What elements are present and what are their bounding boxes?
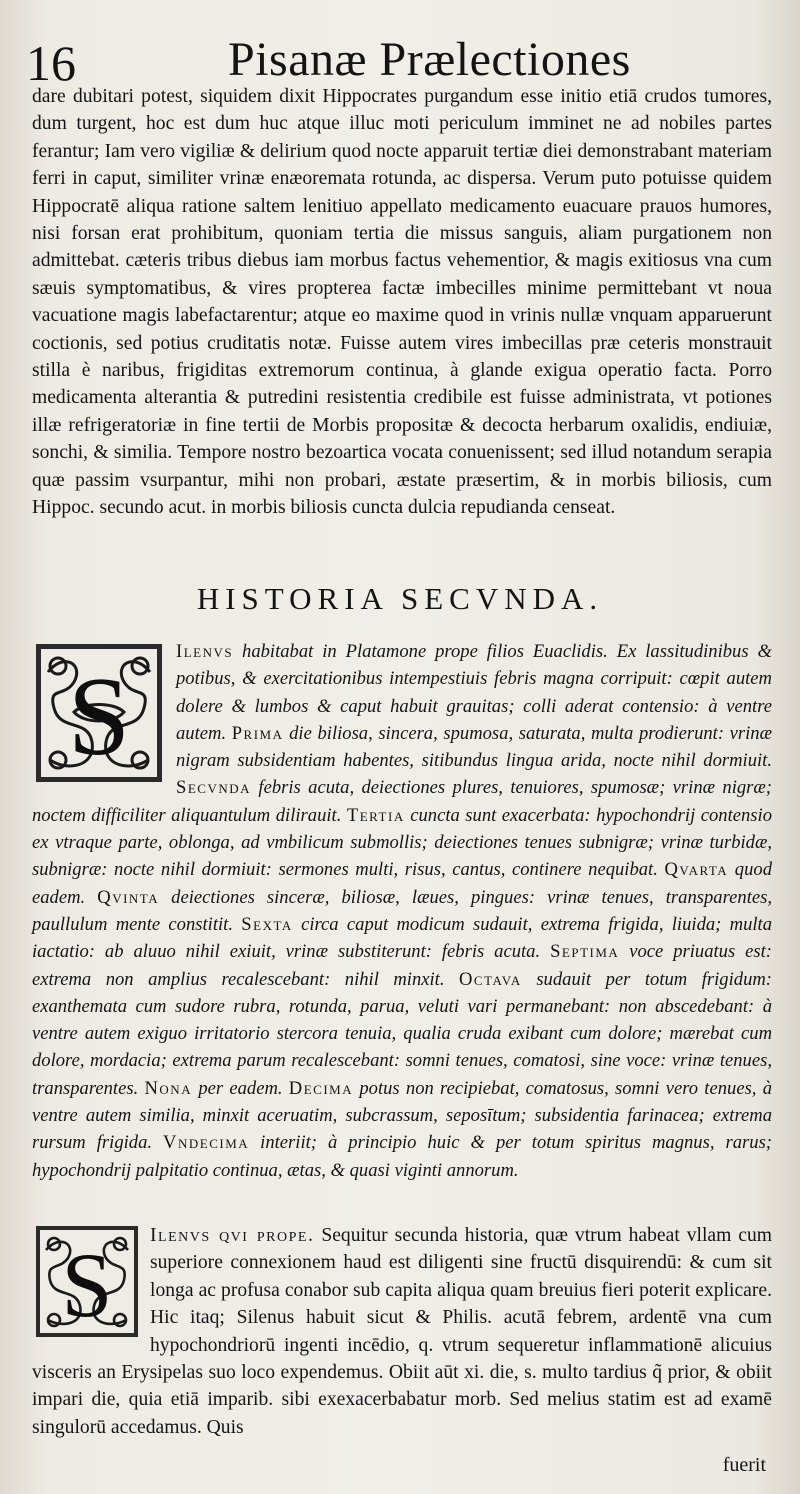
case-history-segment: die biliosa, sincera, spumosa, saturata, multa prodierunt: vrinæ nigram subsidentiam habentes, sitibundus lingua arida, nocte nihil dormiuit. <box>176 722 772 772</box>
commentary-lead: Ilenvs qvi prope. <box>150 1225 315 1246</box>
day-label: Octava <box>459 968 522 990</box>
case-history-segment: potus non recipiebat, comatosus, somni vero tenues, à ventre autem similia, minxit aceruatim, subcrassum, seposītum; subsidentia farinacea; extrema rursum frigida. <box>32 1077 773 1154</box>
day-label: Ilenvs <box>176 641 234 662</box>
section-heading: HISTORIA SECVNDA. <box>196 581 604 616</box>
commentary-paragraph: dare dubitari potest, siquidem dixit Hippocrates purgandum esse initio etiā crudos tumores, dum turgent, hoc est dum huc atque illuc moti periculum imminet ne ad nobiles partes ferantur; Iam vero vigiliæ & delirium quod nocte apparuit tertiæ diei demonstrabant materiam ferri in caput, similiter vrinæ enæoremata rotunda, ac dispersa. Verum puto potuisse quidem Hippocratē aliqua ratione saltem lenitiuo appellato medicamento euacuare prauos humores, nisi forsan erat prohibitum, quoniam tertia die missus sanguis, aliam purgationem non admittebat. cæteris tribus diebus iam morbus factus vehementior, & magis exitiosus vna cum sæuis symptomatibus, & vires propterea factæ imbecilles minime permittebant vt noua vacuatione magis labefactarentur; atque eo maxime quod in vrinis nullæ vnquam apparuerunt coctionis, sed potius cruditatis notæ. Fuisse autem vires imbecillas præ ceteris monstrauit stilla è naribus, frigiditas extremorum continua, à glande exigua operatio facta. Porro medicamenta alterantia & putredini resistentia credibile est fuisse administrata, vt potiones illæ refrigeratoriæ in fine tertii de Morbis propositæ & decocta herbarum oxalidis, endiuiæ, sonchi, & similia. Tempore nostro bezoartica vocata conuenissent; sed illud notandum serapia quæ passim vsurpantur, mihi non probari, æstate præsertim, & in morbis biliosis, cum Hippoc. secundo acut. in morbis biliosis cuncta dulcia repudianda censeat. <box>32 86 772 519</box>
day-label: Secvnda <box>176 777 252 799</box>
catchword: fuerit <box>722 1454 766 1476</box>
case-history-segment: habitabat in Platamone prope filios Euaclidis. Ex lassitudinibus & potibus, & exercitationibus intempestiuis febris magna corripuit: cœpit autem dolere & lumbos & caput habuit grauitas; colli aderat contensio: à ventre autem. <box>176 641 772 744</box>
ornamental-initial-s-icon <box>34 1224 140 1339</box>
case-history-segment: voce priuatus est: extrema non amplius recalescebant: nihil minxit. <box>32 941 772 990</box>
day-label: Qvinta <box>97 886 160 908</box>
ornamental-initial-s-icon <box>34 642 164 784</box>
svg-text:S: S <box>67 655 131 779</box>
case-history <box>32 638 772 1184</box>
commentary-body: Sequitur secunda historia, quæ vtrum habeat vllam cum superiore connexionem haud est diligenti sine fructū disquirendū: & cum sit longa ac profusa conabor sub capita aliqua quam breuius fieri poterit explicare. Hic itaq; Silenus habuit sicut & Philis. acutā febrem, ardentē vna cum hypochondriorū ingenti incēdio, q. vtrum sequeretur inflammationē alicuius visceris an Erysipelas suo loco expendemus. Obiit aūt xi. die, s. multo tardius q̃ prior, & obiit impari die, quia etiā imparib. sibi exexacerbabatur morb. Sed melius statim est ad examē singulorū accedamus. Quis <box>32 1225 772 1438</box>
commentary-text <box>32 1222 772 1441</box>
case-history-segment: sudauit per totum frigidum: exanthemata cum sudore rubra, rotunda, parua, veluti vari permanebant: non abscedebant: à ventre autem exiguo irritatorio stercora tenuia, qualia cruda exibant cum dolore; mærebat cum dolore, mordacia; extrema parum recalescebant: somni tenues, comatosi, sine voce: vrinæ tenues, transparentes. <box>32 968 772 1099</box>
day-label: Vndecima <box>163 1132 250 1154</box>
day-label: Qvarta <box>664 859 729 881</box>
day-label: Nona <box>144 1077 193 1099</box>
running-title: Pisanæ Prælectiones <box>228 33 631 86</box>
commentary-section <box>32 1222 772 1441</box>
case-history-segment: circa caput modicum sudauit, extrema frigida, liuida; multa iactatio: ab aluuo nihil exiuit, vrinæ substiterunt: febris acuta. <box>32 913 773 963</box>
day-label: Decima <box>288 1077 354 1099</box>
case-history-segment: per eadem. <box>192 1077 289 1099</box>
case-history-segment: interiit; à principio huic & per totum spiritus magnus, rarus; hypochondrij palpitatio continua, ætas, & quasi viginti annorum. <box>32 1132 772 1181</box>
day-label: Tertia <box>346 804 405 826</box>
case-history-segment: quod eadem. <box>32 859 772 908</box>
page-header <box>0 18 800 91</box>
svg-text:S: S <box>61 1234 113 1336</box>
day-label: Sexta <box>241 913 293 935</box>
case-history-segment: cuncta sunt exacerbata: hypochondrij contensio ex vtraque parte, oblonga, ad vmbilicum submollis; deiectiones tenues subnigræ; vrinæ turbidæ, subnigræ: nocte nihil dormiuit: sermones multi, risus, cantus, continere nequibat. <box>32 804 772 881</box>
day-label: Septima <box>550 941 620 963</box>
case-history-segment: febris acuta, deiectiones plures, tenuiores, spumosæ; vrinæ nigræ; noctem difficiliter aliquantulum dilirauit. <box>32 777 772 826</box>
page-number: 16 <box>26 35 76 91</box>
day-label: Prima <box>231 722 284 744</box>
case-history-segment: deiectiones sinceræ, biliosæ, læues, pingues: vrinæ tenues, transparentes, paullulum mente constitit. <box>32 886 772 935</box>
